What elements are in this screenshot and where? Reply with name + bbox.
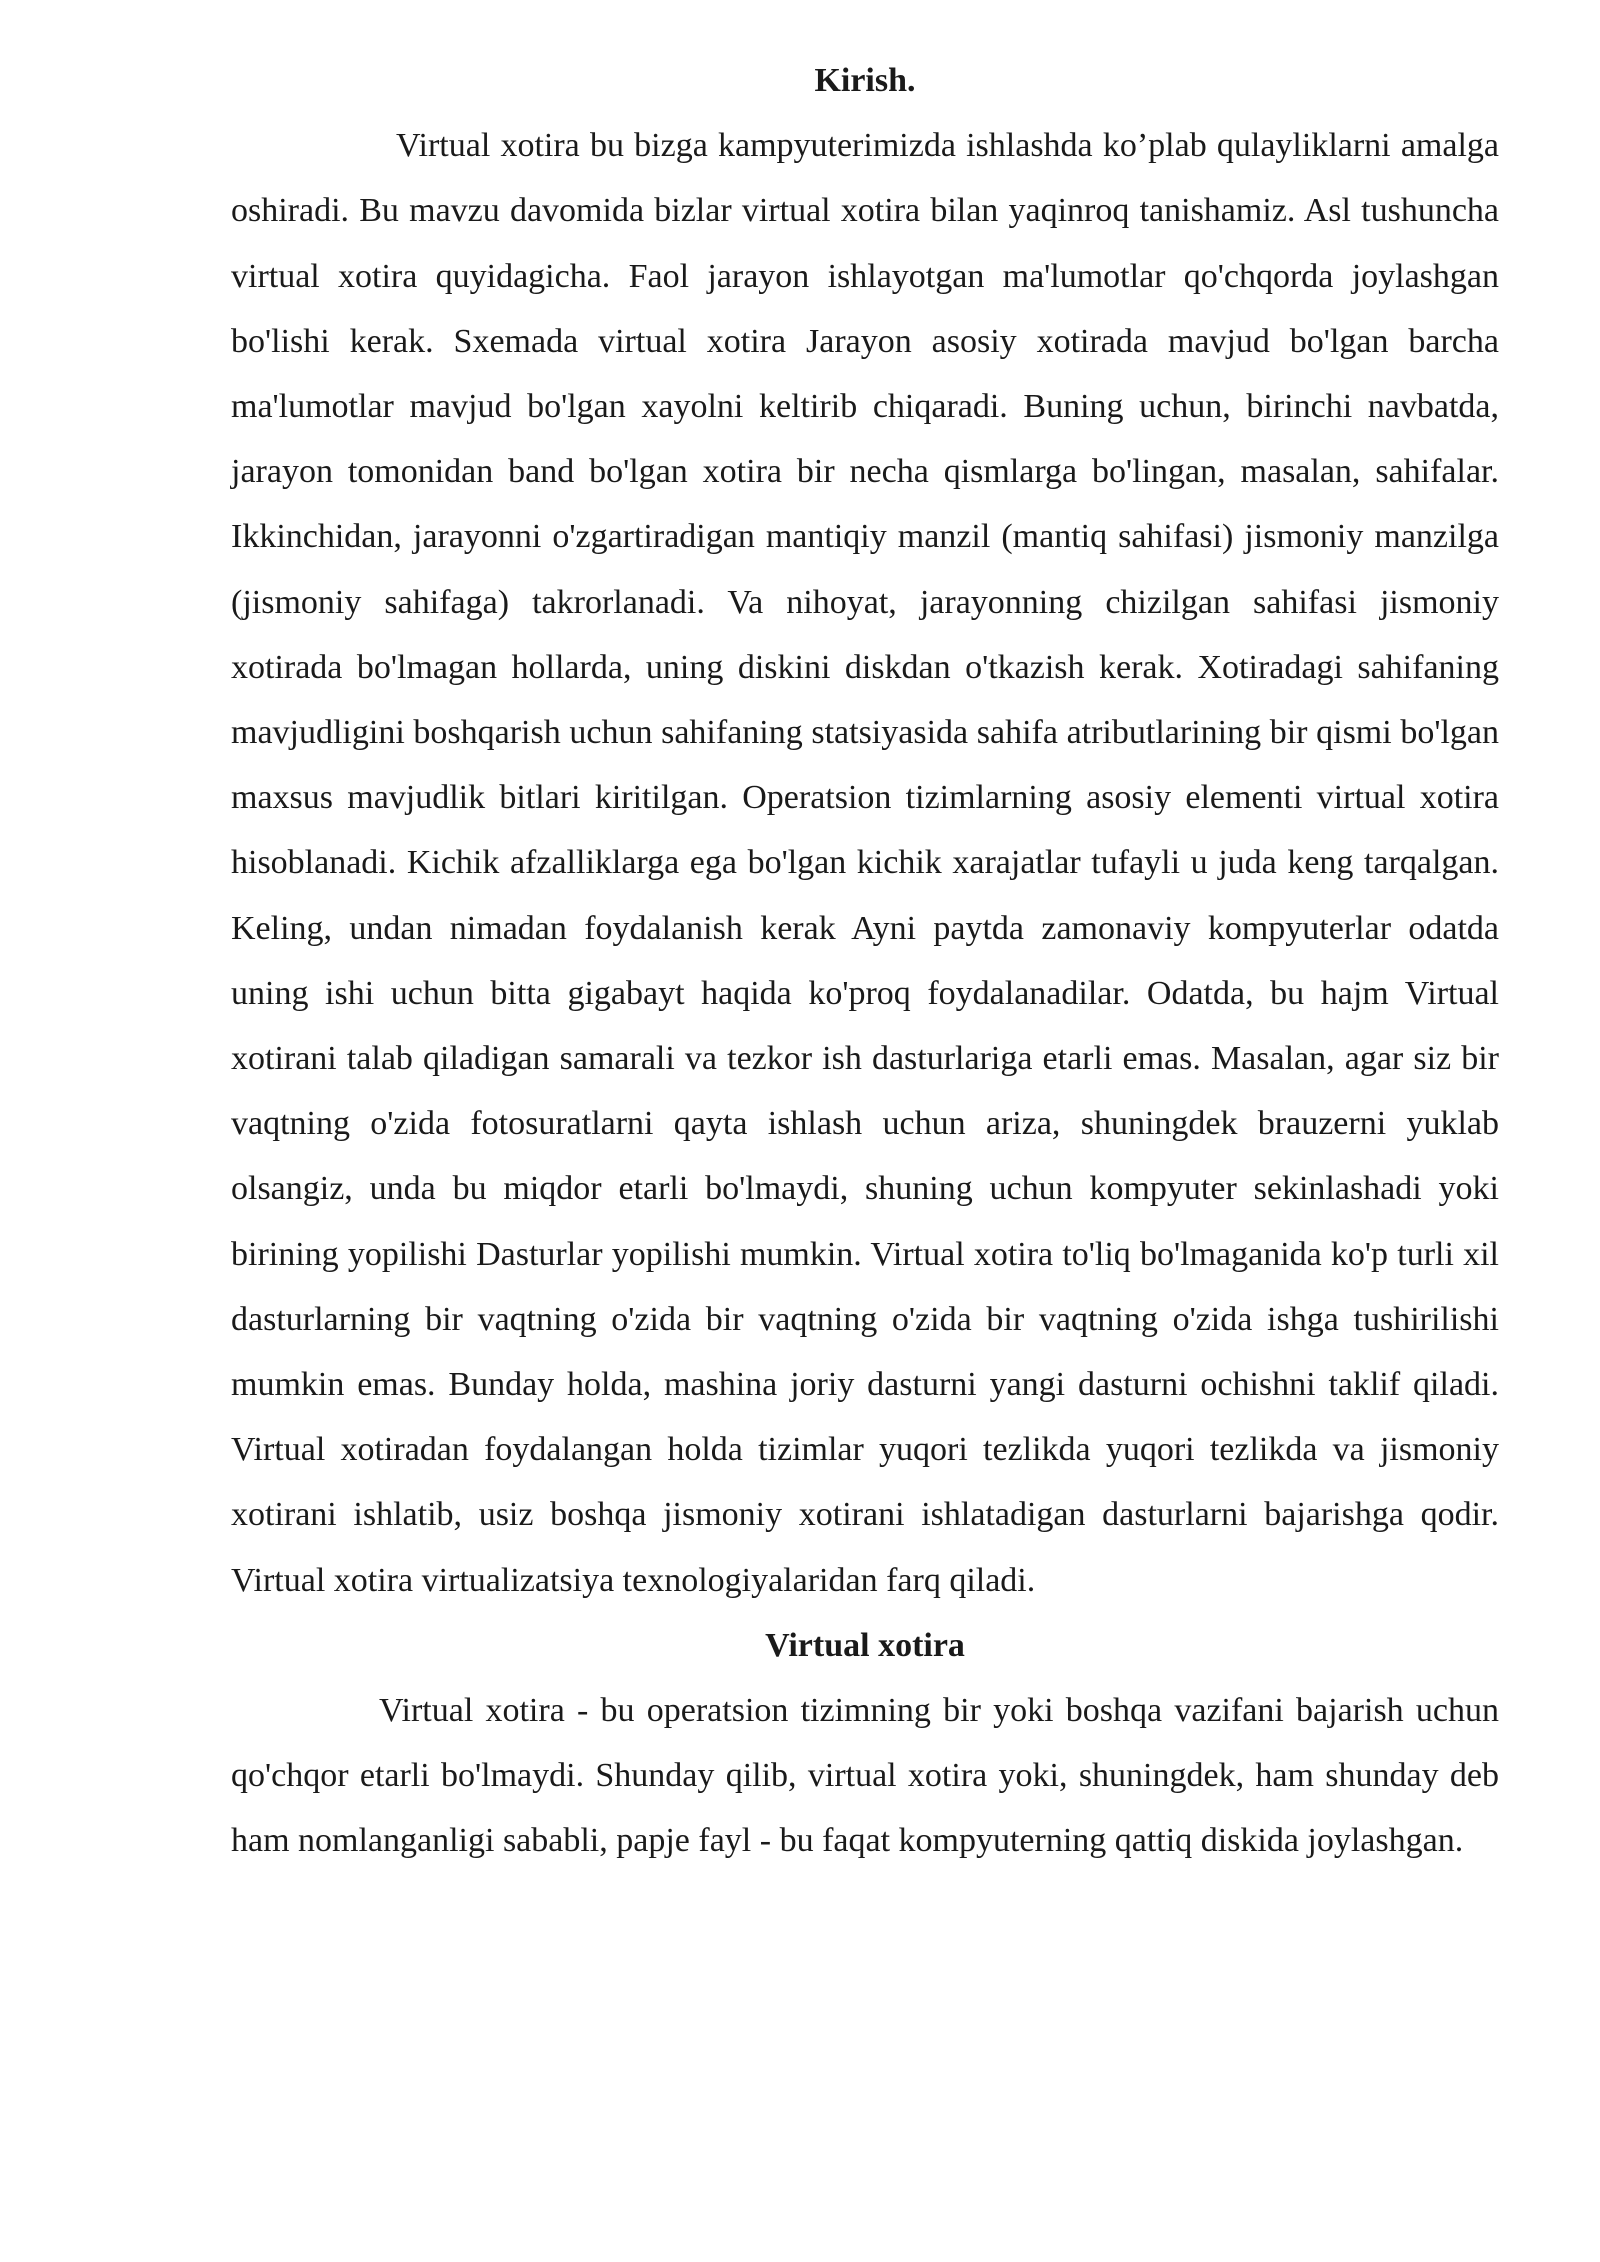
document-page — [231, 52, 1499, 1874]
intro-heading: Kirish. — [814, 62, 916, 99]
virtual-memory-paragraph-text: Virtual xotira - bu operatsion tizimning bir yoki boshqa vazifani bajarish uchun qo'chqor etarli bo'lmaydi. Shunday qilib, virtual xotira yoki, shuningdek, ham shunday deb ham nomlanganligi sababli, papje fayl - bu faqat kompyuterning qattiq diskida joylashgan. — [231, 1692, 1499, 1860]
virtual-memory-paragraph — [231, 1678, 1499, 1874]
virtual-memory-heading: Virtual xotira — [765, 1626, 965, 1664]
intro-paragraph — [231, 113, 1499, 1613]
intro-paragraph-text: Virtual xotira bu bizga kampyuterimizda ishlashda ko’plab qulayliklarni amalga oshiradi. Bu mavzu davomida bizlar virtual xotira bilan yaqinroq tanishamiz. Asl tushuncha virtual xotira quyidagicha. Faol jarayon ishlayotgan ma'lumotlar qo'chqorda joylashgan bo'lishi kerak. Sxemada virtual xotira Jarayon asosiy xotirada mavjud bo'lgan barcha ma'lumotlar mavjud bo'lgan xayolni keltirib chiqaradi. Buning uchun, birinchi navbatda, jarayon tomonidan band bo'lgan xotira bir necha qismlarga bo'lingan, masalan, sahifalar. Ikkinchidan, jarayonni o'zgartiradigan mantiqiy manzil (mantiq sahifasi) jismoniy manzilga (jismoniy sahifaga) takrorlanadi. Va nihoyat, jarayonning chizilgan sahifasi jismoniy xotirada bo'lmagan hollarda, uning diskini diskdan o'tkazish kerak. Xotiradagi sahifaning mavjudligini boshqarish uchun sahifaning statsiyasida sahifa atributlarining bir qismi bo'lgan maxsus mavjudlik bitlari kiritilgan. Operatsion tizimlarning asosiy elementi virtual xotira hisoblanadi. Kichik afzalliklarga ega bo'lgan kichik xarajatlar tufayli u juda keng tarqalgan. Keling, undan nimadan foydalanish kerak Ayni paytda zamonaviy kompyuterlar odatda uning ishi uchun bitta gigabayt haqida ko'proq foydalanadilar. Odatda, bu hajm Virtual xotirani talab qiladigan samarali va tezkor ish dasturlariga etarli emas. Masalan, agar siz bir vaqtning o'zida fotosuratlarni qayta ishlash uchun ariza, shuningdek brauzerni yuklab olsangiz, unda bu miqdor etarli bo'lmaydi, shuning uchun kompyuter sekinlashadi yoki birining yopilishi Dasturlar yopilishi mumkin. Virtual xotira to'liq bo'lmaganida ko'p turli xil dasturlarning bir vaqtning o'zida bir vaqtning o'zida bir vaqtning o'zida ishga tushirilishi mumkin emas. Bunday holda, mashina joriy dasturni yangi dasturni ochishni taklif qiladi. Virtual xotiradan foydalangan holda tizimlar yuqori tezlikda yuqori tezlikda va jismoniy xotirani ishlatib, usiz boshqa jismoniy xotirani ishlatadigan dasturlarni bajarishga qodir. Virtual xotira virtualizatsiya texnologiyalaridan farq qiladi. — [231, 127, 1499, 1599]
